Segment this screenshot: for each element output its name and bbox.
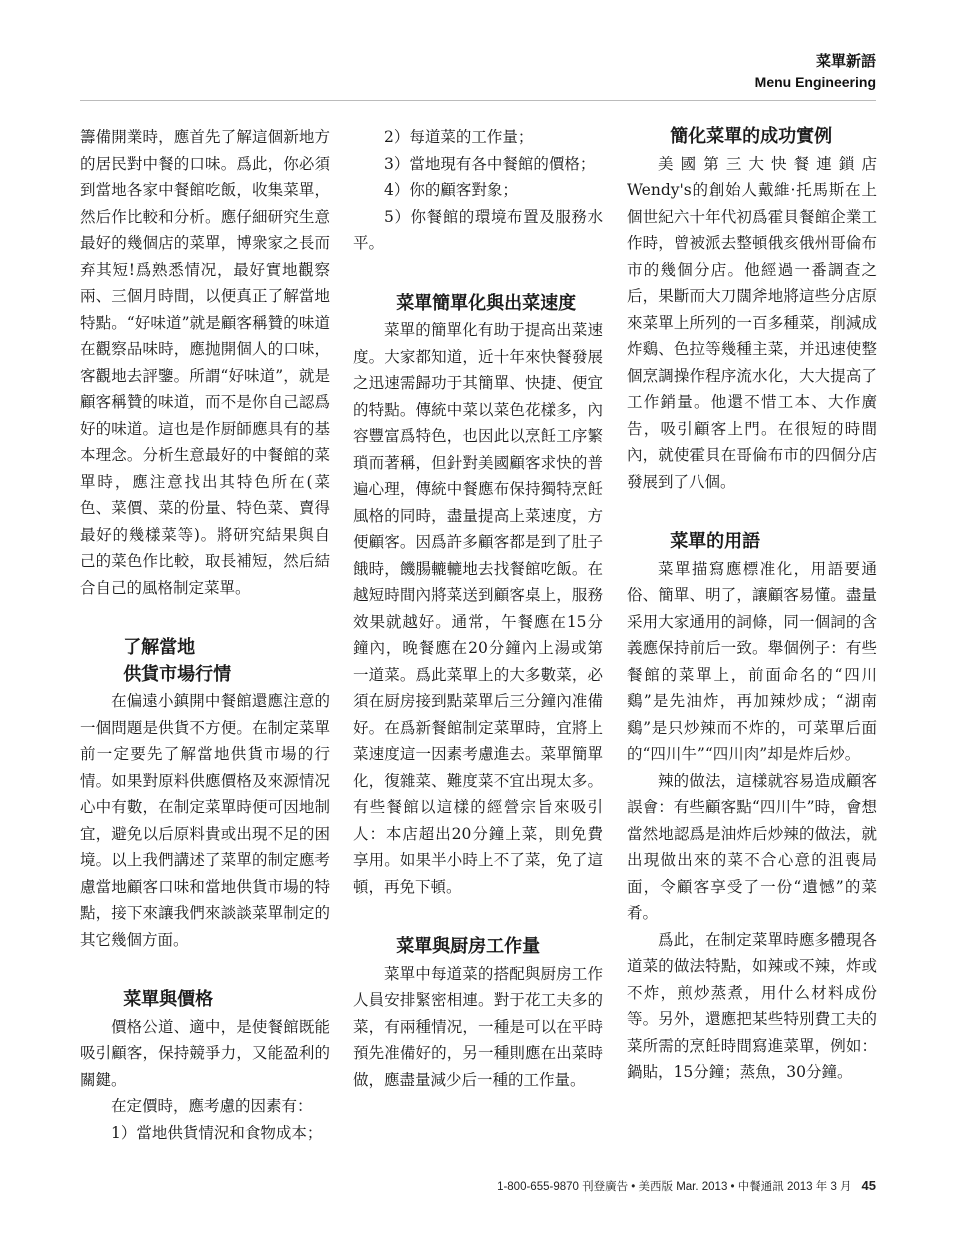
section-heading: 菜單與價格 — [123, 989, 214, 1010]
list-item: 2）每道菜的工作量； — [384, 128, 534, 146]
list-item: 5）你餐館的環境布置及服務水平。 — [353, 207, 603, 252]
paragraph: 在定價時，應考慮的因素有： — [111, 1097, 313, 1115]
section-heading: 簡化菜單的成功實例 — [670, 126, 833, 147]
list-item: 4）你的顧客對象； — [384, 181, 518, 199]
paragraph: 在偏遠小鎮開中餐館還應注意的一個問題是供貨不方便。在制定菜單前一定要先了解當地供貨市場的行情。如果對原料供應價格及來源情况心中有數，在制定菜單時便可因地制宜，避免以后原料貴或出現不足的困境。以上我們講述了菜單的制定應考慮當地顧客口味和當地供貨市場的特點，接下來讓我們來談談菜單制定的其它幾個方面。 — [80, 692, 330, 949]
section-title-zh: 菜單新語 — [815, 53, 876, 70]
footer-text: 1-800-655-9870 刊登廣告 • 美西版 Mar. 2013 • 中餐通訊 2013 年 3 月 — [497, 1181, 852, 1193]
list-item: 3）當地現有各中餐館的價格； — [384, 154, 596, 173]
list-item: 1）當地供貨情況和食物成本； — [111, 1123, 323, 1142]
section-heading: 菜單與厨房工作量 — [396, 936, 541, 957]
paragraph: 價格公道、適中，是使餐館既能吸引顧客，保持競爭力，又能盈利的關鍵。 — [80, 1017, 330, 1089]
paragraph: 辣的做法，這樣就容易造成顧客誤會：有些顧客點“四川牛”時，會想當然地認爲是油炸后炒辣的做法，就出現做出來的菜不合心意的沮喪局面，令顧客享受了一份“遺憾”的菜肴。 — [627, 771, 877, 922]
page-footer — [497, 1178, 876, 1194]
column-middle — [353, 124, 603, 1093]
paragraph: 美國第三大快餐連鎖店Wendy's的創始人戴維·托馬斯在上個世紀六十年代初爲霍貝餐館企業工作時，曾被派去整頓俄亥俄州哥倫布市的幾個分店。他經過一番調查之后，果斷而大刀闊斧地將這些分店原來菜單上所列的一百多種菜，削減成炸鷄、色拉等幾種主菜，并迅速使整個烹調操作程序流水化，大大提高了工作銷量。他還不惜工本、大作廣告，吸引顧客上門。在很短的時間內，就使霍貝在哥倫布市的四個分店發展到了八個。 — [627, 154, 877, 491]
section-heading: 了解當地 — [123, 637, 196, 658]
section-heading: 菜單簡單化與出菜速度 — [396, 292, 577, 314]
paragraph: 菜單中每道菜的搭配與厨房工作人員安排緊密相連。對于花工夫多的菜，有兩種情况，一種是可以在平時預先准備好的，另一種則應在出菜時做，應盡量減少后一種的工作量。 — [353, 964, 603, 1089]
page-number: 45 — [861, 1178, 876, 1193]
paragraph: 菜單描寫應標准化，用語要通俗、簡單、明了，讓顧客易懂。盡量采用大家通用的詞條，同一個詞的含義應保持前后一致。舉個例子：有些餐館的菜單上，前面命名的“四川鷄”是先油炸，再加辣炒成；“湖南鷄”是只炒辣而不炸的，可菜單后面的“四川牛”“四川肉”却是炸后炒。 — [627, 559, 877, 763]
section-heading: 菜單的用語 — [670, 531, 761, 552]
paragraph: 籌備開業時，應首先了解這個新地方的居民對中餐的口味。爲此，你必須到當地各家中餐館吃飯，收集菜單，然后作比較和分析。應仔細研究生意最好的幾個店的菜單，博衆家之長而弃其短!爲熟悉情况，最好實地觀察兩、三個月時間，以便真正了解當地特點。“好味道”就是顧客稱贊的味道在觀察品味時，應抛開個人的口味，客觀地去評鑒。所謂“好味道”，就是顧客稱贊的味道，而不是你自己認爲好的味道。這也是作厨師應具有的基本理念。分析生意最好的中餐館的菜單時，應注意找出其特色所在(菜色、菜價、菜的份量、特色菜、賣得最好的幾樣菜等)。將研究結果與自己的菜色作比較，取長補短，然后結合自己的風格制定菜單。 — [80, 128, 330, 597]
section-heading: 供貨市場行情 — [123, 663, 232, 685]
paragraph: 菜單的簡單化有助于提高出菜速度。大家都知道，近十年來快餐發展之迅速需歸功于其簡單、快捷、便宜的特點。傳統中菜以菜色花樣多，內容豐富爲特色，也因此以烹飪工序繁瑣而著稱，但針對美國顧客求快的普遍心理，傳統中餐應布保持獨特烹飪風格的同時，盡量提高上菜速度，方便顧客。因爲許多顧客都是到了肚子餓時，饑腸轆轆地去找餐館吃飯。在越短時間內將菜送到顧客桌上，服務效果就越好。通常，午餐應在15分鐘內，晚餐應在20分鐘內上湯或第一道菜。爲此菜單上的大多數菜，必須在厨房接到點菜單后三分鐘內准備好。在爲新餐館制定菜單時，宜將上菜速度這一因素考慮進去。菜單簡單化，復雜菜、難度菜不宜出現太多。有些餐館以這樣的經營宗旨來吸引人：本店超出20分鐘上菜，則免費享用。如果半小時上不了菜，免了這頓，再免下頓。 — [353, 321, 603, 896]
column-left — [80, 124, 330, 1146]
column-right — [627, 124, 877, 1086]
section-title-en: Menu Engineering — [754, 74, 876, 90]
paragraph: 爲此，在制定菜單時應多體現各道菜的做法特點，如辣或不辣，炸或不炸，煎炒蒸煮，用什么材料成份等。另外，還應把某些特別費工夫的菜所需的烹飪時間寫進菜單，例如：鍋貼，15分鐘；蒸魚，30分鐘。 — [627, 930, 877, 1081]
header-divider — [80, 100, 876, 101]
